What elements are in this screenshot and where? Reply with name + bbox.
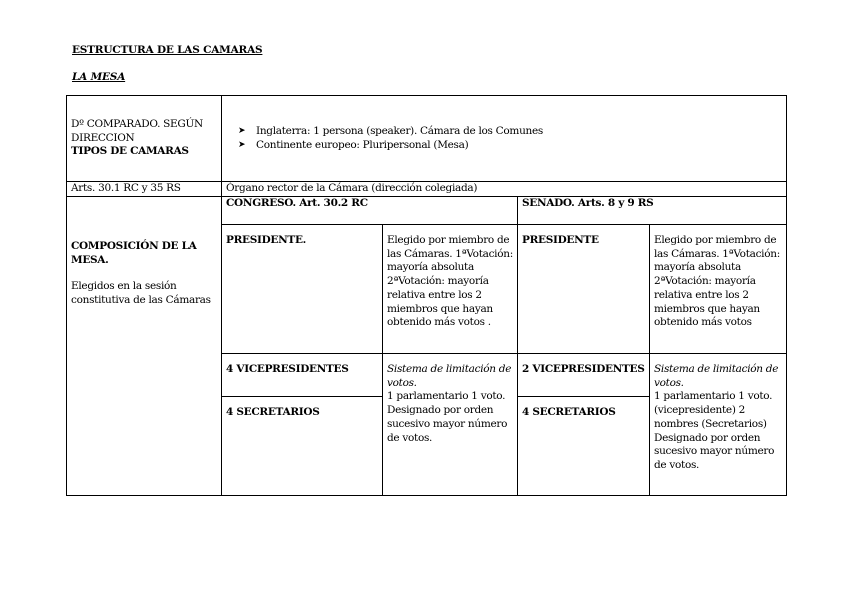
congreso-presidente-text: Elegido por miembro de las Cámaras. 1ªVotación: mayoría absoluta 2ªVotación: mayoría relativa entre los 2 miembros que hayan obtenido más votos .: [383, 225, 518, 354]
cell-derecho-comparado: [67, 96, 222, 182]
row-tipos-camaras: [67, 96, 787, 182]
cell-composicion: [67, 197, 222, 496]
senado-sistema: [650, 354, 787, 496]
row-arts: [67, 182, 787, 197]
senado-secretarios: 4 SECRETARIOS: [518, 397, 650, 496]
page-title: ESTRUCTURA DE LAS CAMARAS: [72, 44, 263, 56]
senado-presidente-text: Elegido por miembro de las Cámaras. 1ªVotación: mayoría absoluta 2ªVotación: mayoría relativa entre los 2 miembros que hayan obtenido más votos: [650, 225, 787, 354]
senado-presidente-label: PRESIDENTE: [518, 225, 650, 354]
tipos-list: [232, 125, 782, 152]
cell-organo-rector: Órgano rector de la Cámara (dirección colegiada): [222, 182, 787, 197]
header-senado: SENADO. Arts. 8 y 9 RS: [518, 197, 787, 225]
congreso-sistema-text: 1 parlamentario 1 voto. Designado por orden sucesivo mayor número de votos.: [387, 390, 508, 444]
cell-arts: Arts. 30.1 RC y 35 RS: [67, 182, 222, 197]
label-derecho-comparado: Dº COMPARADO. SEGÚN DIRECCION: [71, 117, 203, 144]
congreso-vicepresidentes: 4 VICEPRESIDENTES: [222, 354, 383, 397]
senado-sistema-text: 1 parlamentario 1 voto. (vicepresidente) 2 nombres (Secretarios) Designado por orden sucesivo mayor número de votos.: [654, 390, 775, 471]
section-subtitle: LA MESA: [72, 71, 126, 83]
senado-sistema-title: Sistema de limitación de votos.: [654, 363, 779, 389]
row-headers: [67, 197, 787, 225]
label-tipos-camaras: TIPOS DE CAMARAS: [71, 145, 189, 158]
senado-vicepresidentes: 2 VICEPRESIDENTES: [518, 354, 650, 397]
congreso-secretarios: 4 SECRETARIOS: [222, 397, 383, 496]
congreso-sistema-title: Sistema de limitación de votos.: [387, 363, 512, 389]
header-congreso: CONGRESO. Art. 30.2 RC: [222, 197, 518, 225]
composicion-note: Elegidos en la sesión constitutiva de las Cámaras: [71, 280, 211, 307]
structure-table: [66, 95, 787, 496]
congreso-sistema: [383, 354, 518, 496]
list-item: ➤ Inglaterra: 1 persona (speaker). Cámara de los Comunes: [256, 125, 782, 139]
cell-tipos-list: [222, 96, 787, 182]
composicion-title: COMPOSICIÓN DE LA MESA.: [71, 240, 197, 266]
congreso-presidente-label: PRESIDENTE.: [222, 225, 383, 354]
list-item: ➤ Continente europeo: Pluripersonal (Mesa): [256, 139, 782, 153]
